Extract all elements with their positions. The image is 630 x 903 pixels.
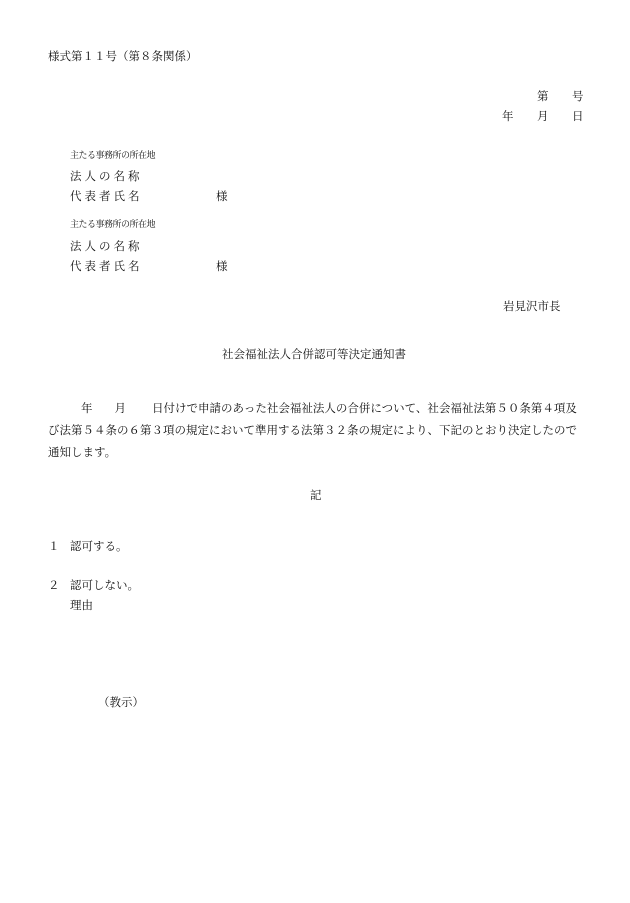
recipient-rep-label: 代表者氏名 (70, 259, 143, 273)
body-year: 年 (81, 401, 93, 415)
recipient-name-label: 法人の名称 (70, 239, 143, 253)
form-label: 様式第１１号（第８条関係） (48, 49, 198, 63)
body-paragraph (48, 397, 588, 463)
recipient-rep-label: 代表者氏名 (70, 189, 143, 203)
item-number: ２ (48, 578, 60, 592)
reason-label: 理由 (70, 598, 93, 612)
sender: 岩見沢市長 (503, 299, 561, 313)
recipient-address-label: 主たる事務所の所在地 (70, 220, 156, 230)
date-year: 年 (502, 109, 514, 123)
recipient-honorific: 様 (216, 189, 228, 203)
doc-number-go: 号 (572, 89, 584, 103)
body-month: 月 (114, 401, 126, 415)
recipient-name-label: 法人の名称 (70, 169, 143, 183)
kyoji-label: （教示） (98, 695, 144, 709)
item-text: 認可する。 (70, 539, 128, 553)
doc-number-dai: 第 (537, 89, 549, 103)
ki-heading: 記 (310, 488, 322, 502)
document-title: 社会福祉法人合併認可等決定通知書 (222, 347, 406, 361)
item-text: 認可しない。 (70, 578, 139, 592)
item-number: １ (48, 539, 60, 553)
recipient-honorific: 様 (216, 259, 228, 273)
date-month: 月 (537, 109, 549, 123)
body-text: 日付けで申請のあった社会福祉法人の合併について、社会福祉法第５０条第４項及び法第５４条の６第３項の規定において準用する法第３２条の規定により、下記のとおり決定したので通知します。 (48, 401, 577, 459)
recipient-address-label: 主たる事務所の所在地 (70, 151, 156, 161)
date-day: 日 (572, 109, 584, 123)
